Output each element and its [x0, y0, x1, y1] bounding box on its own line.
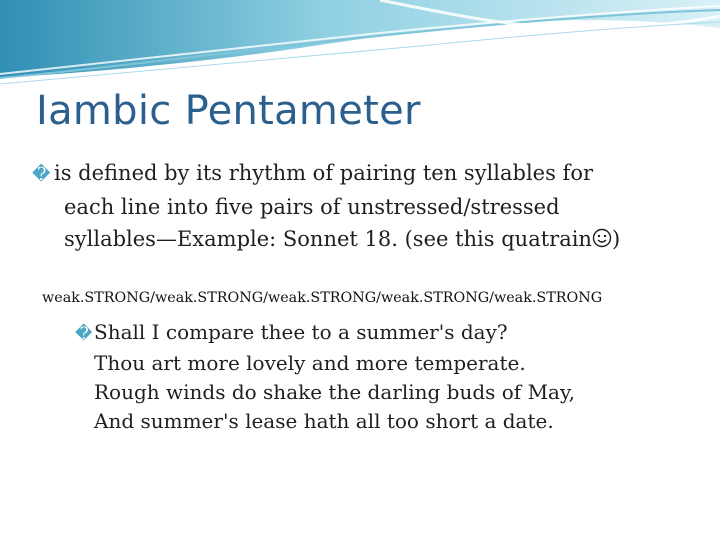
meter-pattern: weak.STRONG/weak.STRONG/weak.STRONG/weak.STRONG/weak.STRONG: [42, 290, 603, 306]
bullet-glyph: �: [32, 164, 51, 185]
slide-title: Iambic Pentameter: [36, 88, 421, 134]
quatrain-line: And summer's lease hath all too short a date.: [94, 409, 554, 433]
bullet-line-text: syllables—Example: Sonnet 18. (see this quatrain: [64, 227, 592, 251]
bullet-line-text: is defined by its rhythm of pairing ten syllables for: [54, 161, 594, 185]
bullet-glyph: �: [75, 324, 93, 344]
quatrain-line: [75, 318, 675, 349]
bullet-line: each line into five pairs of unstressed/stressed: [64, 195, 560, 219]
sonnet-quatrain: [75, 318, 675, 436]
definition-bullet: [32, 157, 682, 255]
quatrain-line-text: Shall I compare thee to a summer's day?: [94, 320, 508, 344]
decorative-wave-banner: [0, 0, 720, 90]
smiley-face-icon: [592, 228, 612, 248]
quatrain-line: Rough winds do shake the darling buds of May,: [94, 380, 575, 404]
bullet-line-text: ): [611, 227, 621, 251]
bullet-line: [32, 223, 682, 255]
quatrain-line: Thou art more lovely and more temperate.: [94, 351, 526, 375]
bullet-line: [32, 157, 682, 191]
